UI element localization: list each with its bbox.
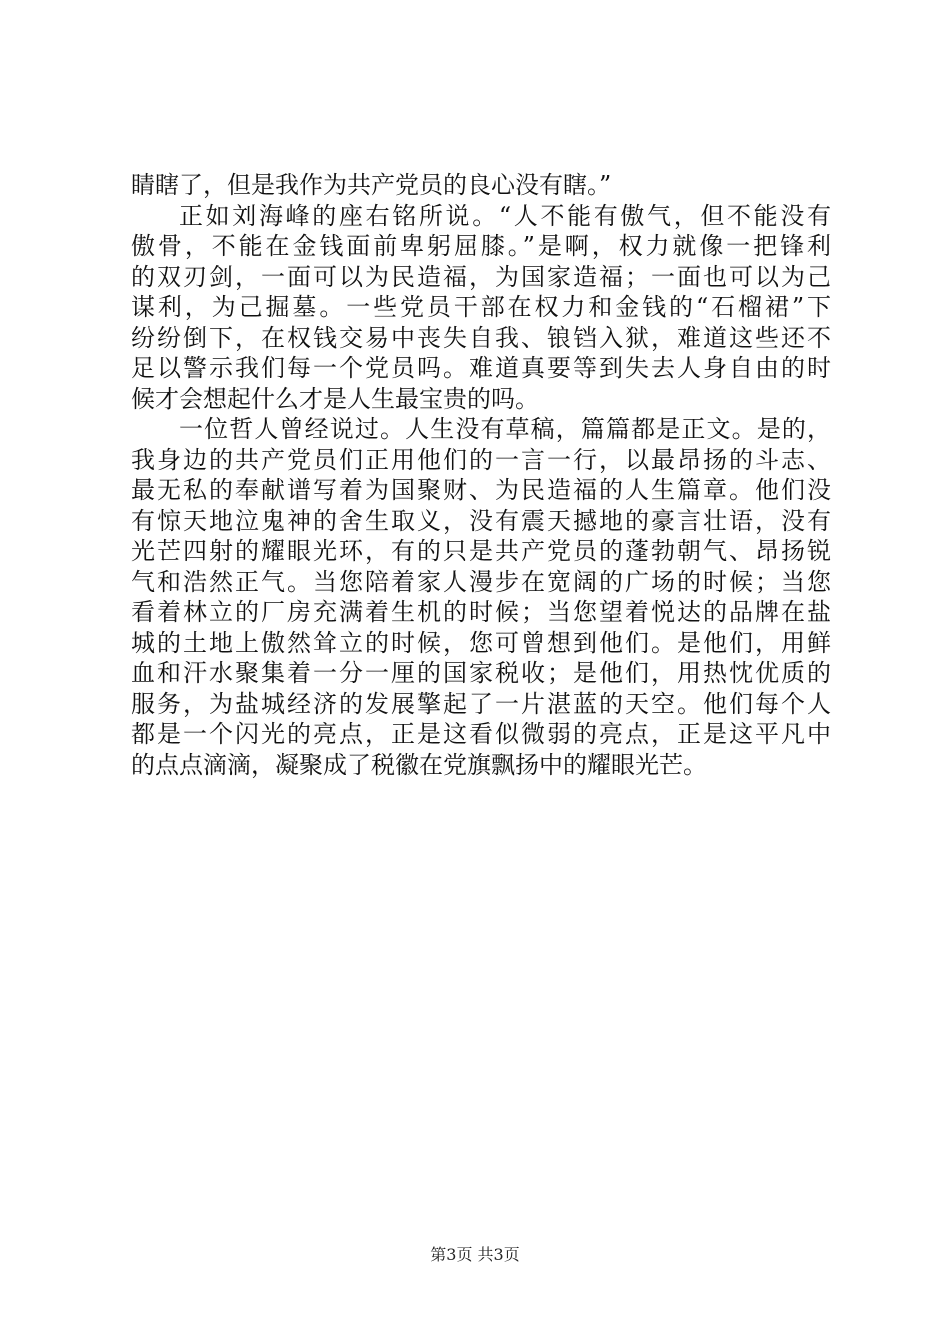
text-line: 的点点滴滴，凝聚成了税徽在党旗飘扬中的耀眼光芒。 xyxy=(131,750,707,779)
paragraph xyxy=(131,170,831,201)
text-line: 光芒四射的耀眼光环，有的只是共产党员的蓬勃朝气、昂扬锐 xyxy=(131,537,831,565)
page-number: 第3页 xyxy=(430,1245,473,1264)
text-line: 候才会想起什么才是人生最宝贵的吗。 xyxy=(131,384,539,413)
text-line: 血和汗水聚集着一分一厘的国家税收；是他们，用热忱优质的 xyxy=(131,659,831,687)
text-line: 睛瞎了，但是我作为共产党员的良心没有瞎。” xyxy=(131,171,612,199)
text-line: 都是一个闪光的亮点，正是这看似微弱的亮点，正是这平凡中 xyxy=(131,720,831,748)
text-line: 纷纷倒下，在权钱交易中丧失自我、锒铛入狱，难道这些还不 xyxy=(131,323,831,352)
text-line: 谋利，为己掘墓。一些党员干部在权力和金钱的“石榴裙”下 xyxy=(131,293,831,321)
paragraph xyxy=(131,414,831,780)
text-line: 我身边的共产党员们正用他们的一言一行，以最昂扬的斗志、 xyxy=(131,445,831,474)
text-line: 看着林立的厂房充满着生机的时候；当您望着悦达的品牌在盐 xyxy=(131,598,831,626)
page-total: 共3页 xyxy=(477,1245,520,1264)
text-line: 一位哲人曾经说过。人生没有草稿，篇篇都是正文。是的， xyxy=(179,415,831,443)
text-line: 的双刃剑，一面可以为民造福，为国家造福；一面也可以为己 xyxy=(131,262,831,291)
text-line: 傲骨，不能在金钱面前卑躬屈膝。”是啊，权力就像一把锋利 xyxy=(131,232,831,260)
text-line: 足以警示我们每一个党员吗。难道真要等到失去人身自由的时 xyxy=(131,354,831,382)
text-line: 最无私的奉献谱写着为国聚财、为民造福的人生篇章。他们没 xyxy=(131,476,831,504)
text-line: 正如刘海峰的座右铭所说。“人不能有傲气，但不能没有 xyxy=(179,201,831,230)
text-line: 有惊天地泣鬼神的舍生取义，没有震天撼地的豪言壮语，没有 xyxy=(131,506,831,535)
text-line: 服务，为盐城经济的发展擎起了一片湛蓝的天空。他们每个人 xyxy=(131,689,831,718)
page-footer xyxy=(0,1243,950,1267)
text-line: 气和浩然正气。当您陪着家人漫步在宽阔的广场的时候；当您 xyxy=(131,567,831,596)
text-line: 城的土地上傲然耸立的时候，您可曾想到他们。是他们，用鲜 xyxy=(131,628,831,657)
document-body xyxy=(131,170,831,780)
paragraph xyxy=(131,201,831,415)
